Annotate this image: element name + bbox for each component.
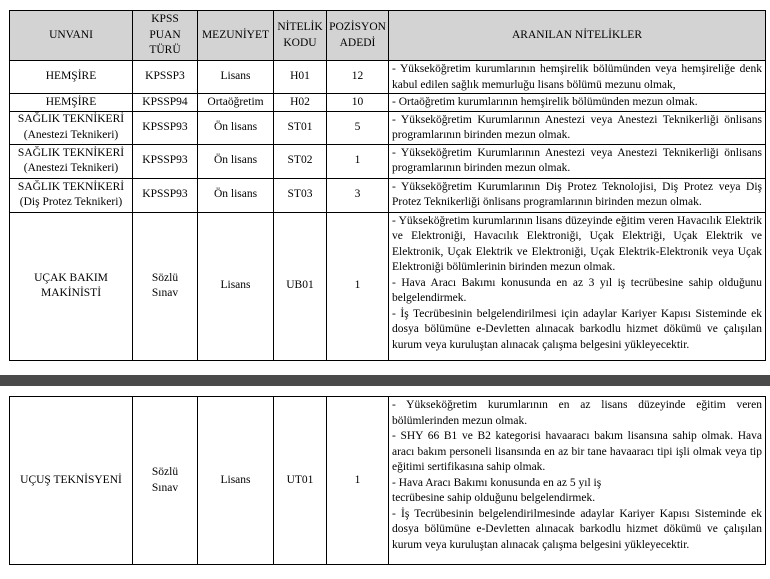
unvan-line: (Anestezi Teknikeri)	[23, 128, 119, 141]
header-pozisyon-line: POZİSYON	[329, 21, 386, 33]
cell-adet: 1	[327, 397, 389, 565]
kpss-line: Sözlü	[151, 271, 179, 284]
cell-unvan	[10, 94, 133, 112]
unvan-line: SAĞLIK TEKNİKERİ	[17, 146, 125, 159]
nitelik-item: - SHY 66 B1 ve B2 kategorisi havaaracı bakım lisansına sahip olmak. Hava aracı bakım personeli lisansında en az bir tane havaaracı tipi işli olmak veya tip eğitimi sertifikasına sahip olmak.	[392, 430, 762, 473]
cell-unvan	[10, 397, 133, 565]
nitelik-item: - İş Tecrübesinin belgelendirilmesinde adaylar Kariyer Kapısı Sisteminde ek dosya bölümüne e-Devletten alınacak barkodlu hizmet dökümü ve çalışılan kurum veya kuruluştan alınacak çalışma belgesini yükleyecektir.	[392, 507, 762, 551]
cell-nitelikler	[389, 397, 766, 565]
nitelik-item: - Yükseköğretim Kurumlarının Diş Protez Teknolojisi, Diş Protez veya Diş Protez Teknikerliği önlisans programlarının birinden mezun olmak.	[392, 180, 762, 208]
header-pozisyon-line: ADEDİ	[339, 36, 376, 49]
cell-kpss	[133, 94, 198, 112]
header-unvani: UNVANI	[10, 11, 133, 61]
cell-kpss	[133, 61, 198, 94]
cell-adet: 12	[327, 61, 389, 94]
cell-unvan	[10, 111, 133, 144]
unvan-line: SAĞLIK TEKNİKERİ	[17, 180, 125, 193]
unvan-line: UÇUŞ TEKNİSYENİ	[20, 473, 122, 486]
cell-kpss	[133, 111, 198, 144]
kpss-line: KPSSP93	[142, 154, 188, 167]
header-kpss	[133, 11, 198, 61]
table-row	[10, 61, 766, 94]
header-pozisyon	[327, 11, 389, 61]
header-nitelik	[274, 11, 327, 61]
nitelik-item: - Yükseköğretim kurumlarının lisans düzeyinde eğitim veren Havacılık Elektrik ve Elektroniği, Havacılık Elektroniği, Uçak Elektriği, Uçak Elektrik ve Elektronik, Uçak Elektrik ve Elektroniği, Uçak Elektrik-Elektronik veya Uçak Elektroniği bölümlerinin birinden mezun olmak.	[392, 214, 762, 273]
cell-kod: H02	[274, 94, 327, 112]
table-row	[10, 144, 766, 178]
table-row	[10, 212, 766, 360]
cell-mezuniyet: Ön lisans	[198, 111, 274, 144]
cell-kpss	[133, 212, 198, 360]
cell-kpss	[133, 178, 198, 212]
header-nitelik-line: NİTELİK	[277, 21, 323, 33]
cell-kod: UB01	[274, 212, 327, 360]
cell-unvan	[10, 61, 133, 94]
header-kpss-line: PUAN	[149, 28, 181, 41]
cell-nitelikler	[389, 61, 766, 94]
table-row	[10, 111, 766, 144]
kpss-line: Sözlü	[151, 466, 179, 478]
unvan-line: SAĞLIK TEKNİKERİ	[17, 113, 125, 125]
unvan-line: HEMŞİRE	[45, 70, 97, 83]
cell-adet: 1	[327, 144, 389, 178]
cell-unvan	[10, 144, 133, 178]
cell-kod: ST01	[274, 111, 327, 144]
cell-kod: ST03	[274, 178, 327, 212]
positions-table-continued	[9, 396, 766, 565]
cell-adet: 3	[327, 178, 389, 212]
cell-nitelikler	[389, 212, 766, 360]
table-row	[10, 397, 766, 565]
cell-nitelikler	[389, 111, 766, 144]
cell-mezuniyet: Ön lisans	[198, 178, 274, 212]
nitelik-item: - Yükseköğretim Kurumlarının Anestezi veya Anestezi Teknikerliği önlisans programlarının birinden mezun olmak.	[392, 146, 762, 174]
positions-table	[9, 10, 766, 361]
nitelik-item: - Yükseköğretim kurumlarının en az lisans düzeyinde eğitim veren bölümlerinden mezun olmak.	[392, 399, 762, 427]
table-row	[10, 178, 766, 212]
cell-nitelikler	[389, 144, 766, 178]
unvan-line: HEMŞİRE	[45, 95, 97, 108]
cell-kod: H01	[274, 61, 327, 94]
cell-kod: ST02	[274, 144, 327, 178]
header-mezuniyet: MEZUNİYET	[198, 11, 274, 61]
page-separator	[0, 375, 770, 386]
kpss-line: Sınav	[151, 481, 179, 494]
kpss-line: KPSSP3	[145, 70, 185, 83]
cell-mezuniyet: Ortaöğretim	[198, 94, 274, 112]
page-gap	[0, 387, 770, 396]
header-kpss-line: KPSS	[151, 13, 179, 26]
unvan-line: (Diş Protez Teknikeri)	[19, 196, 123, 208]
cell-mezuniyet: Lisans	[198, 61, 274, 94]
nitelik-item: - Ortaöğretim kurumlarının hemşirelik bölümünden mezun olmak.	[392, 96, 698, 108]
cell-kpss	[133, 397, 198, 565]
nitelik-item: - Yükseköğretim Kurumlarının Anestezi veya Anestezi Teknikerliği önlisans programlarının birinden mezun olmak.	[392, 113, 762, 141]
kpss-line: KPSSP94	[142, 95, 188, 108]
cell-adet: 10	[327, 94, 389, 112]
nitelik-item: tecrübesine sahip olduğunu belgelendirmek.	[392, 492, 596, 504]
cell-nitelikler	[389, 178, 766, 212]
cell-nitelikler	[389, 94, 766, 112]
table-row	[10, 94, 766, 112]
cell-mezuniyet: Lisans	[198, 212, 274, 360]
kpss-line: Sınav	[151, 287, 179, 299]
header-kpss-line: TÜRÜ	[149, 44, 181, 57]
cell-unvan	[10, 178, 133, 212]
cell-kpss	[133, 144, 198, 178]
nitelik-item: - Yükseköğretim kurumlarının hemşirelik bölümünden veya hemşireliğe denk kabul edilen sağlık memurluğu lisans bölümü mezunu olmak,	[392, 63, 762, 91]
cell-mezuniyet: Lisans	[198, 397, 274, 565]
kpss-line: KPSSP93	[142, 188, 188, 201]
unvan-line: UÇAK BAKIM	[34, 271, 108, 284]
header-nitelik-line: KODU	[283, 36, 317, 49]
nitelik-item: - Hava Aracı Bakımı konusunda en az 3 yıl iş tecrübesine sahip olduğunu belgelendirmek.	[392, 276, 762, 304]
cell-unvan	[10, 212, 133, 360]
nitelik-item: - İş Tecrübesinin belgelendirilmesi için adaylar Kariyer Kapısı Sisteminde ek dosya bölümüne e-Devletten alınacak barkodlu hizmet dökümü ve çalışılan kurum veya kuruluştan alınacak çalışma belgesini yükleyecektir.	[392, 307, 762, 351]
cell-adet: 5	[327, 111, 389, 144]
nitelik-item: - Hava Aracı Bakımı konusunda en az 5 yıl iş	[392, 476, 602, 489]
unvan-line: MAKİNİSTİ	[40, 287, 102, 299]
header-aranilan: ARANILAN NİTELİKLER	[389, 11, 766, 61]
kpss-line: KPSSP93	[142, 120, 188, 133]
header-row	[10, 11, 766, 61]
cell-adet: 1	[327, 212, 389, 360]
unvan-line: (Anestezi Teknikeri)	[23, 162, 119, 174]
cell-kod: UT01	[274, 397, 327, 565]
cell-mezuniyet: Ön lisans	[198, 144, 274, 178]
